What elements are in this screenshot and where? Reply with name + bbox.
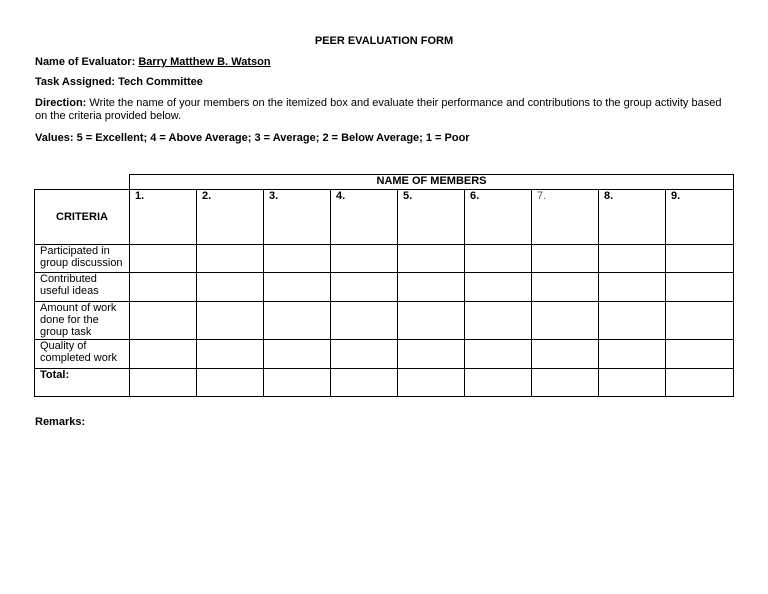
- evaluator-line: [35, 56, 271, 69]
- total-cell[interactable]: [398, 369, 465, 397]
- score-cell[interactable]: [197, 302, 264, 340]
- score-cell[interactable]: [264, 340, 331, 369]
- member-name-cell-9[interactable]: 9.: [666, 190, 734, 245]
- member-name-cell-6[interactable]: 6.: [465, 190, 532, 245]
- score-cell[interactable]: [331, 340, 398, 369]
- criteria-label: Quality of completed work: [35, 340, 130, 369]
- score-cell[interactable]: [465, 245, 532, 273]
- total-cell[interactable]: [264, 369, 331, 397]
- task-value: Tech Committee: [118, 76, 203, 88]
- total-cell[interactable]: [130, 369, 197, 397]
- evaluator-name: Barry Matthew B. Watson: [138, 56, 271, 68]
- score-cell[interactable]: [599, 245, 666, 273]
- table-corner-blank: [35, 175, 130, 190]
- score-cell[interactable]: [197, 340, 264, 369]
- score-cell[interactable]: [532, 273, 599, 302]
- member-name-cell-1[interactable]: 1.: [130, 190, 197, 245]
- total-cell[interactable]: [331, 369, 398, 397]
- criteria-label: Contributed useful ideas: [35, 273, 130, 302]
- score-cell[interactable]: [599, 302, 666, 340]
- total-row: [35, 369, 734, 397]
- score-cell[interactable]: [130, 340, 197, 369]
- score-cell[interactable]: [465, 273, 532, 302]
- evaluator-label: Name of Evaluator:: [35, 56, 136, 68]
- member-name-cell-3[interactable]: 3.: [264, 190, 331, 245]
- score-cell[interactable]: [398, 245, 465, 273]
- score-cell[interactable]: [197, 245, 264, 273]
- score-cell[interactable]: [465, 340, 532, 369]
- member-name-cell-7[interactable]: 7.: [532, 190, 599, 245]
- total-label: Total:: [35, 369, 130, 397]
- member-name-cell-4[interactable]: 4.: [331, 190, 398, 245]
- total-cell[interactable]: [599, 369, 666, 397]
- score-cell[interactable]: [599, 273, 666, 302]
- table-row: [35, 340, 734, 369]
- score-cell[interactable]: [130, 273, 197, 302]
- score-cell[interactable]: [666, 245, 734, 273]
- score-cell[interactable]: [599, 340, 666, 369]
- total-cell[interactable]: [197, 369, 264, 397]
- table-row: [35, 302, 734, 340]
- score-cell[interactable]: [264, 302, 331, 340]
- total-cell[interactable]: [465, 369, 532, 397]
- score-cell[interactable]: [398, 302, 465, 340]
- score-cell[interactable]: [666, 273, 734, 302]
- member-name-cell-2[interactable]: 2.: [197, 190, 264, 245]
- task-line: [35, 76, 203, 89]
- score-cell[interactable]: [398, 273, 465, 302]
- score-cell[interactable]: [331, 302, 398, 340]
- evaluation-table: [34, 174, 734, 397]
- criteria-label: Amount of work done for the group task: [35, 302, 130, 340]
- score-cell[interactable]: [197, 273, 264, 302]
- score-cell[interactable]: [130, 302, 197, 340]
- score-cell[interactable]: [264, 273, 331, 302]
- score-cell[interactable]: [465, 302, 532, 340]
- direction-paragraph: [35, 97, 735, 123]
- score-cell[interactable]: [331, 245, 398, 273]
- criteria-header: CRITERIA: [35, 190, 130, 245]
- direction-text: Write the name of your members on the itemized box and evaluate their performance and contributions to the group activity based on the criteria provided below.: [35, 97, 722, 122]
- direction-label: Direction:: [35, 97, 87, 109]
- score-cell[interactable]: [666, 302, 734, 340]
- form-title: PEER EVALUATION FORM: [314, 35, 454, 47]
- total-cell[interactable]: [666, 369, 734, 397]
- total-cell[interactable]: [532, 369, 599, 397]
- score-cell[interactable]: [532, 302, 599, 340]
- table-row: [35, 245, 734, 273]
- score-cell[interactable]: [666, 340, 734, 369]
- table-row: [35, 273, 734, 302]
- task-label: Task Assigned:: [35, 76, 116, 88]
- score-cell[interactable]: [130, 245, 197, 273]
- member-name-cell-8[interactable]: 8.: [599, 190, 666, 245]
- score-cell[interactable]: [398, 340, 465, 369]
- score-cell[interactable]: [532, 340, 599, 369]
- members-header: NAME OF MEMBERS: [130, 175, 734, 190]
- score-cell[interactable]: [264, 245, 331, 273]
- criteria-label: Participated in group discussion: [35, 245, 130, 273]
- values-legend: Values: 5 = Excellent; 4 = Above Average; 3 = Average; 2 = Below Average; 1 = Poor: [35, 132, 470, 144]
- remarks-label: Remarks:: [35, 416, 86, 428]
- member-name-cell-5[interactable]: 5.: [398, 190, 465, 245]
- score-cell[interactable]: [532, 245, 599, 273]
- score-cell[interactable]: [331, 273, 398, 302]
